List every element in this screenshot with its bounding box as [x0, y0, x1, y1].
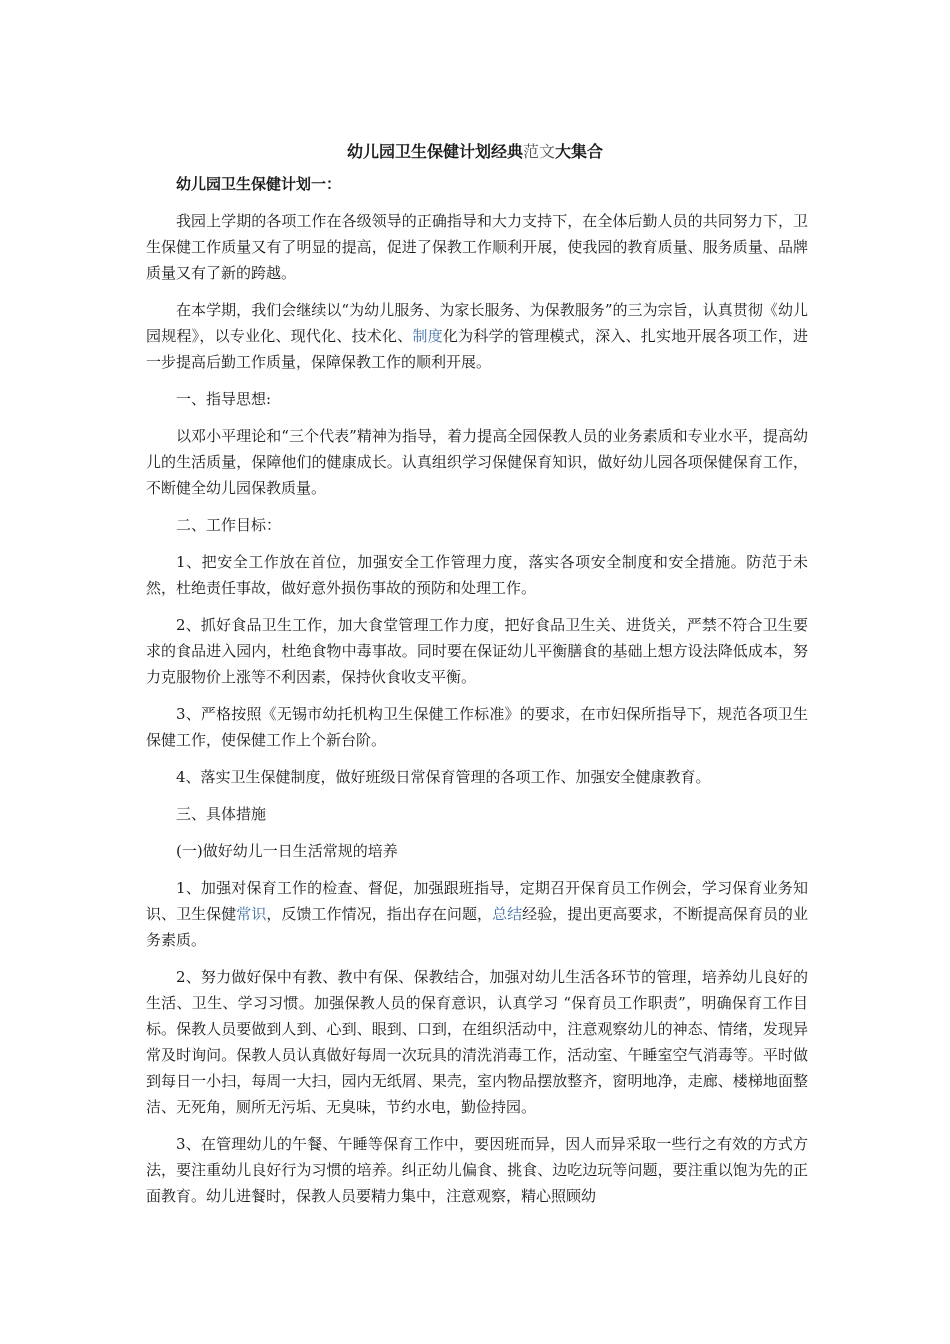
measure-item-3: 3、在管理幼儿的午餐、午睡等保育工作中，要因班而异，因人而异采取一些行之有效的方式方法，要注重幼儿良好行为习惯的培养。纠正幼儿偏食、挑食、边吃边玩等问题，要注重以饱为先的正面教育。幼儿进餐时，保教人员要精力集中，注意观察，精心照顾幼: [146, 1135, 808, 1205]
common-knowledge-link[interactable]: 常识: [236, 905, 267, 923]
measure-1-text-c: 经验，提出更高要求，不断提高保育员的业务素质。: [146, 905, 808, 949]
document-body: [146, 171, 808, 1220]
guiding-ideology-paragraph: 以邓小平理论和“三个代表”精神为指导，着力提高全园保教人员的业务素质和专业水平，提高幼儿的生活质量，保障他们的健康成长。认真组织学习保健保育知识，做好幼儿园各项保健保育工作，不断健全幼儿园保教质量。: [146, 427, 808, 497]
title-part-1: 幼儿园卫生保健计划经典: [346, 142, 523, 161]
section-heading-measures: 三、具体措施: [176, 805, 267, 823]
summary-link[interactable]: 总结: [492, 905, 523, 923]
section-heading-work-goals: 二、工作目标：: [176, 516, 282, 534]
plan-subtitle: 幼儿园卫生保健计划一：: [176, 175, 342, 193]
semester-text-b: 化为科学的管理模式，深入、扎实地开展各项工作，进一步提高后勤工作质量，保障保教工作的顺利开展。: [146, 327, 808, 371]
measure-1-text-a: 1、加强对保育工作的检查、督促，加强跟班指导，定期召开保育员工作例会，学习保育业务知识、卫生保健: [146, 879, 808, 923]
section-heading-guiding-ideology: 一、指导思想:: [176, 390, 272, 408]
intro-paragraph: 我园上学期的各项工作在各级领导的正确指导和大力支持下，在全体后勤人员的共同努力下，卫生保健工作质量又有了明显的提高，促进了保教工作顺利开展，使我园的教育质量、服务质量、品牌质量又有了新的跨越。: [146, 212, 808, 282]
document-title: [0, 140, 950, 164]
goal-item-3: 3、严格按照《无锡市幼托机构卫生保健工作标准》的要求，在市妇保所指导下，规范各项卫生保健工作，使保健工作上个新台阶。: [146, 705, 808, 749]
regulation-link[interactable]: 制度: [412, 327, 443, 345]
measure-item-2: 2、努力做好保中有教、教中有保、保教结合，加强对幼儿生活各环节的管理，培养幼儿良好的生活、卫生、学习习惯。加强保教人员的保育意识，认真学习 “保育员工作职责”，明确保育工作目标。保教人员要做到人到、心到、眼到、口到，在组织活动中，注意观察幼儿的神态、情绪，发现异常及时询问。保教人员认真做好每周一次玩具的清洗消毒工作，活动室、午睡室空气消毒等。平时做到每日一小扫，每周一大扫，园内无纸屑、果壳，室内物品摆放整齐，窗明地净，走廊、楼梯地面整洁、无死角，厕所无污垢、无臭味，节约水电，勤俭持园。: [146, 968, 808, 1116]
title-part-2: 范文: [522, 142, 555, 161]
semester-text-a: 在本学期，我们会继续以“为幼儿服务、为家长服务、为保教服务”的三为宗旨，认真贯彻《幼儿园规程》，以专业化、现代化、技术化、: [146, 301, 808, 345]
goal-item-4: 4、落实卫生保健制度，做好班级日常保育管理的各项工作、加强安全健康教育。: [176, 768, 711, 786]
measure-1-text-b: ，反馈工作情况，指出存在问题，: [266, 905, 493, 923]
goal-item-2: 2、抓好食品卫生工作，加大食堂管理工作力度，把好食品卫生关、进货关，严禁不符合卫生要求的食品进入园内，杜绝食物中毒事故。同时要在保证幼儿平衡膳食的基础上想方设法降低成本，努力克服物价上涨等不利因素，保持伙食收支平衡。: [146, 616, 808, 686]
semester-paragraph: [146, 297, 808, 375]
goal-item-1: 1、把安全工作放在首位，加强安全工作管理力度，落实各项安全制度和安全措施。防范于未然，杜绝责任事故，做好意外损伤事故的预防和处理工作。: [146, 553, 808, 597]
subsection-heading-daily-routine: (一)做好幼儿一日生活常规的培养: [176, 842, 398, 860]
title-part-3: 大集合: [555, 142, 604, 161]
measure-item-1: [146, 875, 808, 953]
